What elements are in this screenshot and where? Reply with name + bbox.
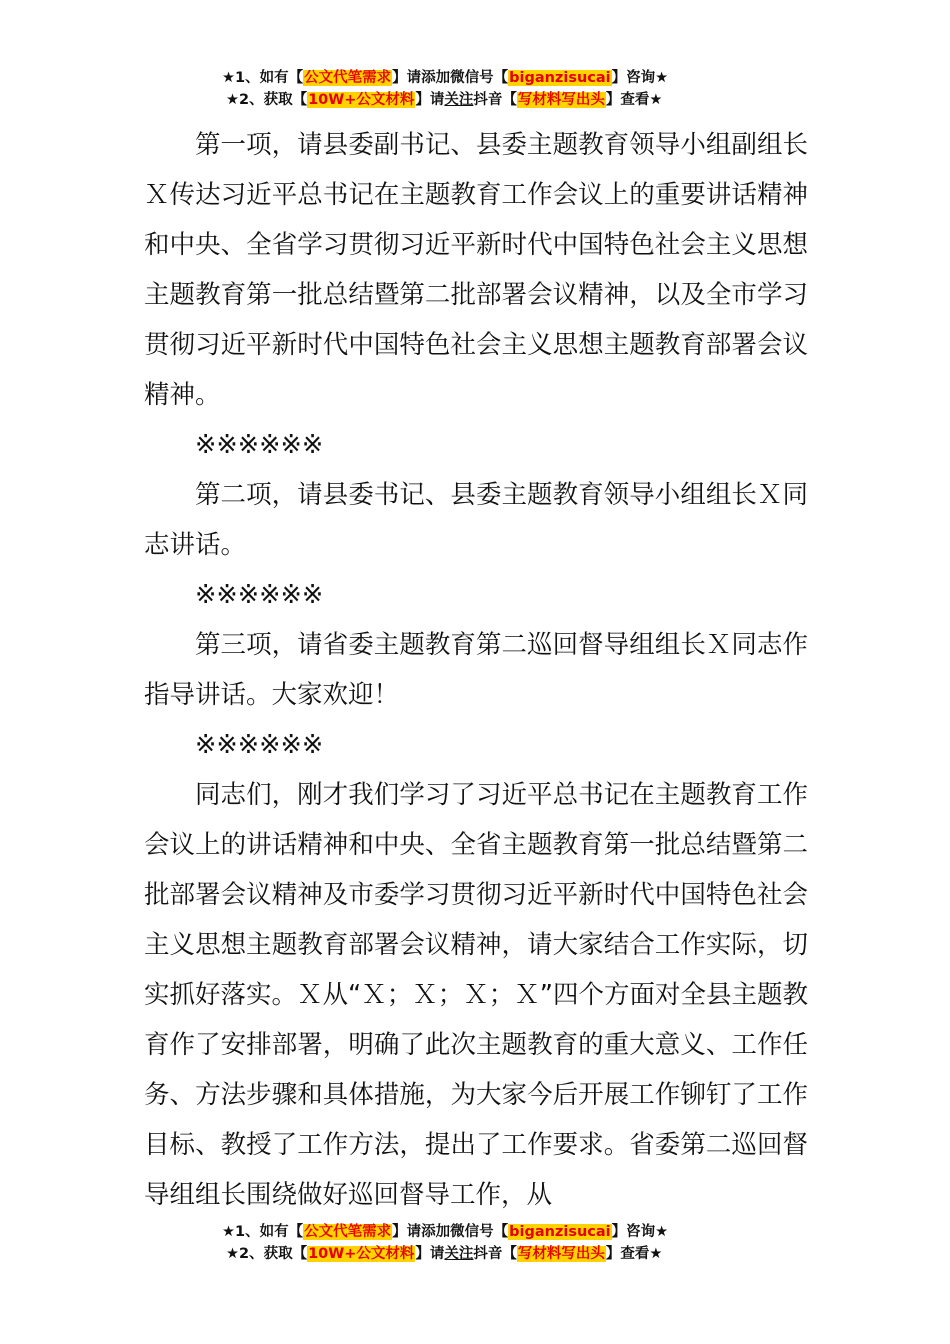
banner-line-1: ★1、如有【公文代笔需求】请添加微信号【biganzisucai】咨询★ <box>222 70 669 86</box>
banner-line-1: ★1、如有【公文代笔需求】请添加微信号【biganzisucai】咨询★ <box>222 1224 669 1240</box>
footer-banner <box>0 1221 950 1265</box>
highlight-materials: 10W+公文材料 <box>308 92 415 108</box>
highlight-materials: 10W+公文材料 <box>308 1246 415 1262</box>
highlight-wechat-id: biganzisucai <box>509 1224 611 1240</box>
banner-line-2: ★2、获取【10W+公文材料】请关注抖音【写材料写出头】查看★ <box>226 92 663 108</box>
highlight-douyin-id: 写材料写出头 <box>517 92 605 108</box>
separator: ※※※※※※ <box>195 730 324 760</box>
highlight-service: 公文代笔需求 <box>304 1224 392 1240</box>
header-banner <box>0 67 950 111</box>
paragraph: 第二项，请县委书记、县委主题教育领导小组组长Ｘ同志讲话。 <box>144 480 808 560</box>
document-body <box>144 120 808 1220</box>
separator: ※※※※※※ <box>195 580 324 610</box>
paragraph: 第三项，请省委主题教育第二巡回督导组组长Ｘ同志作指导讲话。大家欢迎！ <box>144 630 808 710</box>
highlight-wechat-id: biganzisucai <box>509 70 611 86</box>
paragraph: 第一项，请县委副书记、县委主题教育领导小组副组长Ｘ传达习近平总书记在主题教育工作会议上的重要讲话精神和中央、全省学习贯彻习近平新时代中国特色社会主义思想主题教育第一批总结暨第二批部署会议精神，以及全市学习贯彻习近平新时代中国特色社会主义思想主题教育部署会议精神。 <box>144 130 808 410</box>
paragraph: 同志们，刚才我们学习了习近平总书记在主题教育工作会议上的讲话精神和中央、全省主题教育第一批总结暨第二批部署会议精神及市委学习贯彻习近平新时代中国特色社会主义思想主题教育部署会议精神，请大家结合工作实际，切实抓好落实。Ｘ从“Ｘ；Ｘ；Ｘ；Ｘ”四个方面对全县主题教育作了安排部署，明确了此次主题教育的重大意义、工作任务、方法步骤和具体措施，为大家今后开展工作铆钉了工作目标、教授了工作方法，提出了工作要求。省委第二巡回督导组组长围绕做好巡回督导工作，从 <box>144 780 808 1210</box>
separator: ※※※※※※ <box>195 430 324 460</box>
highlight-service: 公文代笔需求 <box>304 70 392 86</box>
banner-line-2: ★2、获取【10W+公文材料】请关注抖音【写材料写出头】查看★ <box>226 1246 663 1262</box>
highlight-douyin-id: 写材料写出头 <box>517 1246 605 1262</box>
